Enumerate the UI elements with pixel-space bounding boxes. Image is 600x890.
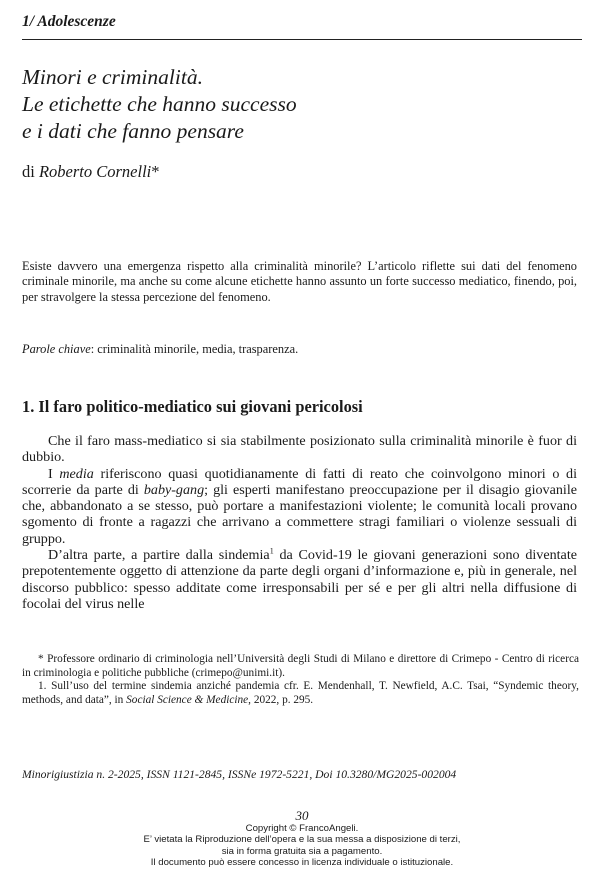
copyright-line: sia in forma gratuita sia a pagamento. bbox=[221, 845, 383, 857]
emphasis: baby-gang bbox=[143, 481, 205, 498]
keywords-list: : criminalità minorile, media, trasparenza. bbox=[90, 342, 299, 356]
keywords-label: Parole chiave bbox=[22, 342, 91, 356]
document-page bbox=[22, 0, 582, 890]
paragraph bbox=[22, 547, 577, 612]
copyright-notice bbox=[22, 823, 582, 868]
byline bbox=[22, 162, 160, 182]
text-run: riferiscono quasi quotidianamente di fatti di reato che coinvolgono minori o di scorrerie da parte di bbox=[22, 465, 578, 498]
text-run: da Covid-19 le giovani generazioni sono diventate prepotentemente oggetto di attenzione da parte degli organi d’informazione e, più in generale, nel discorso pubblico: spesso additate come irresponsabili per sé e per gli altri nella diffusione di focolai del virus nelle bbox=[22, 547, 577, 612]
text-run: 1. Sull’uso del termine sindemia anziché pandemia cfr. E. Mendenhall, T. Newfield, A.C. Tsai, “Syndemic theory, methods, and data”, in bbox=[22, 680, 579, 706]
keywords bbox=[22, 342, 298, 357]
footnotes bbox=[22, 653, 579, 707]
running-head: 1/ Adolescenze bbox=[22, 13, 116, 30]
article-title bbox=[22, 64, 297, 145]
author-footnote-mark: * bbox=[151, 162, 160, 181]
text-run: ; gli esperti manifestano preoccupazione per il disagio giovanile che, abbandonato a se stesso, può portare a manifestazioni violente; le comunità locali provano sgomento di fronte a ragazzi che arrivano a commettere stragi familiari o violenze sessuali di gruppo. bbox=[22, 481, 577, 547]
copyright-line: E’ vietata la Riproduzione dell’opera e la sua messa a disposizione di terzi, bbox=[143, 834, 461, 846]
text-run: , 2022, p. 295. bbox=[248, 693, 314, 706]
page-number: 30 bbox=[295, 808, 309, 823]
abstract: Esiste davvero una emergenza rispetto alla criminalità minorile? L’articolo riflette sui dati del fenomeno criminale minorile, ma anche su come alcune etichette hanno assunto un forte successo mediatico, finendo, poi, per stravolgere la stessa percezione del fenomeno. bbox=[22, 259, 577, 304]
text-run: D’altra parte, a partire dalla sindemia bbox=[48, 547, 270, 564]
footnote bbox=[22, 680, 579, 707]
title-line: e i dati che fanno pensare bbox=[22, 119, 244, 143]
title-line: Minori e criminalità. bbox=[22, 65, 203, 89]
copyright-line: Copyright © FrancoAngeli. bbox=[245, 823, 359, 834]
paragraph bbox=[22, 466, 577, 547]
copyright-line: Il documento può essere concesso in licenza individuale o istituzionale. bbox=[150, 856, 454, 868]
emphasis: media bbox=[59, 465, 94, 482]
footnote: * Professore ordinario di criminologia nell’Università degli Studi di Milano e direttore di Crimepo - Centro di ricerca in criminologia e politiche pubbliche (crimepo@unimi.it). bbox=[22, 653, 579, 679]
text-run: I bbox=[48, 465, 60, 482]
emphasis: Social Science & Medicine bbox=[126, 693, 249, 706]
title-line: Le etichette che hanno successo bbox=[22, 92, 297, 116]
journal-citation: Minorigiustizia n. 2-2025, ISSN 1121-2845, ISSNe 1972-5221, Doi 10.3280/MG2025-002004 bbox=[22, 768, 457, 781]
footnote-ref: 1 bbox=[269, 546, 274, 556]
byline-prefix: di bbox=[22, 162, 39, 181]
paragraph: Che il faro mass-mediatico si sia stabilmente posizionato sulla criminalità minorile è fuor di dubbio. bbox=[22, 433, 577, 466]
section-heading: 1. Il faro politico-mediatico sui giovani pericolosi bbox=[22, 397, 363, 416]
author-name: Roberto Cornelli bbox=[38, 162, 152, 181]
header-rule bbox=[22, 39, 582, 40]
body-text bbox=[22, 433, 577, 612]
